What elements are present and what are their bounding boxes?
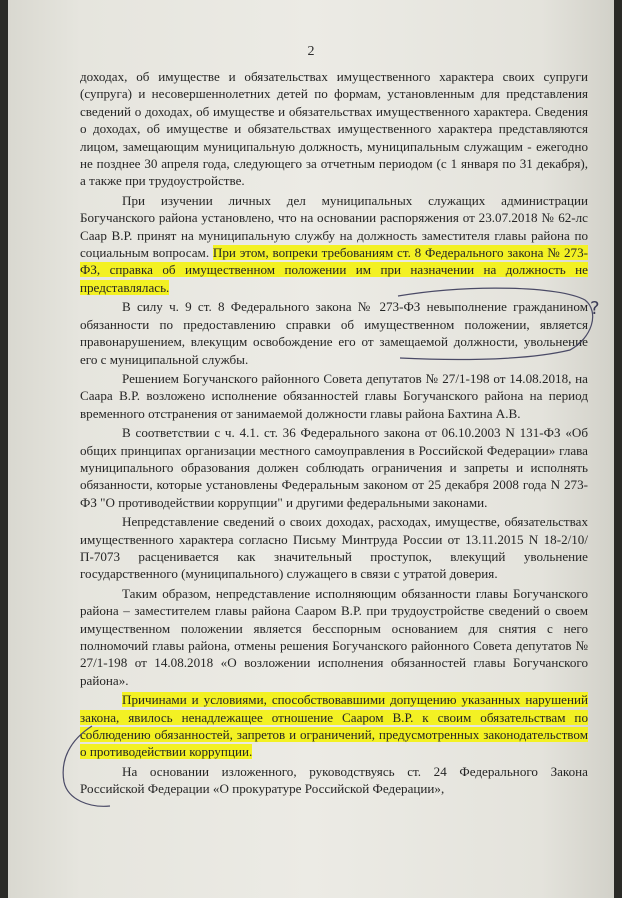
paragraph-p4 — [80, 370, 588, 422]
paragraph-text: В силу ч. 9 ст. 8 Федерального закона № 273-ФЗ невыполнение гражданином обязанности по предоставлению справки об имущественном положении, является правонарушением, влекущим освобождение его от замещаемой должности, увольнение его с муниципальной службы. — [80, 299, 588, 367]
paragraph-p2 — [80, 192, 588, 296]
paragraph-text: Таким образом, непредставление исполняющим обязанности главы Богучанского района – заместителем главы района Сааром В.Р. при трудоустройстве сведений о своем имущественном положении является бесспорным основанием для снятия с него полномочий главы района, отмены решения Богучанского районного Совета депутатов № 27/1-198 от 14.08.2018 «О возложении исполнения обязанностей главы Богучанского района». — [80, 585, 588, 688]
paragraph-text: Решением Богучанского районного Совета депутатов № 27/1-198 от 14.08.2018, на Саара В.Р. возложено исполнение обязанностей главы Богучанского района на период временного отстранения от занимаемой должности главы района Бахтина А.В. — [80, 370, 588, 421]
page-number: 2 — [307, 44, 315, 59]
paragraph-text: Непредставление сведений о своих доходах, расходах, имуществе, обязательствах имущественного характера согласно Письму Минтруда России от 13.11.2015 N 18-2/10/П-7073 расценивается как значительный проступок, влекущий увольнение государственного (муниципального) служащего в связи с утратой доверия. — [80, 514, 588, 582]
highlighted-text: Причинами и условиями, способствовавшими допущению указанных нарушений закона, явилось ненадлежащее отношение Сааром В.Р. к своим обязательствам по соблюдению обязанностей, запретов и ограничений, предусмотренных законодательством о противодействии коррупции. — [80, 692, 588, 760]
paragraph-p5 — [80, 424, 588, 511]
paragraph-p6 — [80, 513, 588, 583]
highlighted-text: При этом, вопреки требованиям ст. 8 Федерального закона № 273-ФЗ, справка об имущественном положении им при назначении на должность не представлялась. — [80, 245, 588, 295]
margin-question-mark: ? — [590, 298, 600, 319]
document-body — [80, 68, 588, 800]
paragraph-text: В соответствии с ч. 4.1. ст. 36 Федерального закона от 06.10.2003 N 131-ФЗ «Об общих принципах организации местного самоуправления в Российской Федерации» глава муниципального образования должен соблюдать ограничения и запреты и исполнять обязанности, которые установлены Федеральным законом от 25 декабря 2008 года N 273-ФЗ "О противодействии коррупции" и другими федеральными законами. — [80, 425, 588, 510]
paragraph-text: доходах, об имуществе и обязательствах имущественного характера своих супруги (супруга) и несовершеннолетних детей по формам, установленным для представления сведений о доходах, об имуществе и обязательствах имущественного характера. Сведения о доходах, об имуществе и обязательствах имущественного характера представляются лицом, замещающим муниципальную должность, муниципальным служащим - ежегодно не позднее 30 апреля года, следующего за отчетным периодом (с 1 января по 31 декабря), а также при трудоустройстве. — [80, 69, 588, 189]
paragraph-p7 — [80, 585, 588, 689]
paragraph-p8 — [80, 691, 588, 761]
paragraph-p1 — [80, 68, 588, 190]
document-page — [8, 0, 614, 898]
paragraph-text: При изучении личных дел муниципальных служащих администрации Богучанского района установлено, что на основании распоряжения от 23.07.2018 № 62-лс Саар В.Р. принят на муниципальную службу на должность заместителя главы района по социальным вопросам. — [80, 192, 588, 261]
paragraph-p9 — [80, 763, 588, 798]
paragraph-p3 — [80, 298, 588, 368]
paragraph-text: На основании изложенного, руководствуясь ст. 24 Федерального Закона Российской Федерации «О прокуратуре Российской Федерации», — [80, 763, 588, 797]
